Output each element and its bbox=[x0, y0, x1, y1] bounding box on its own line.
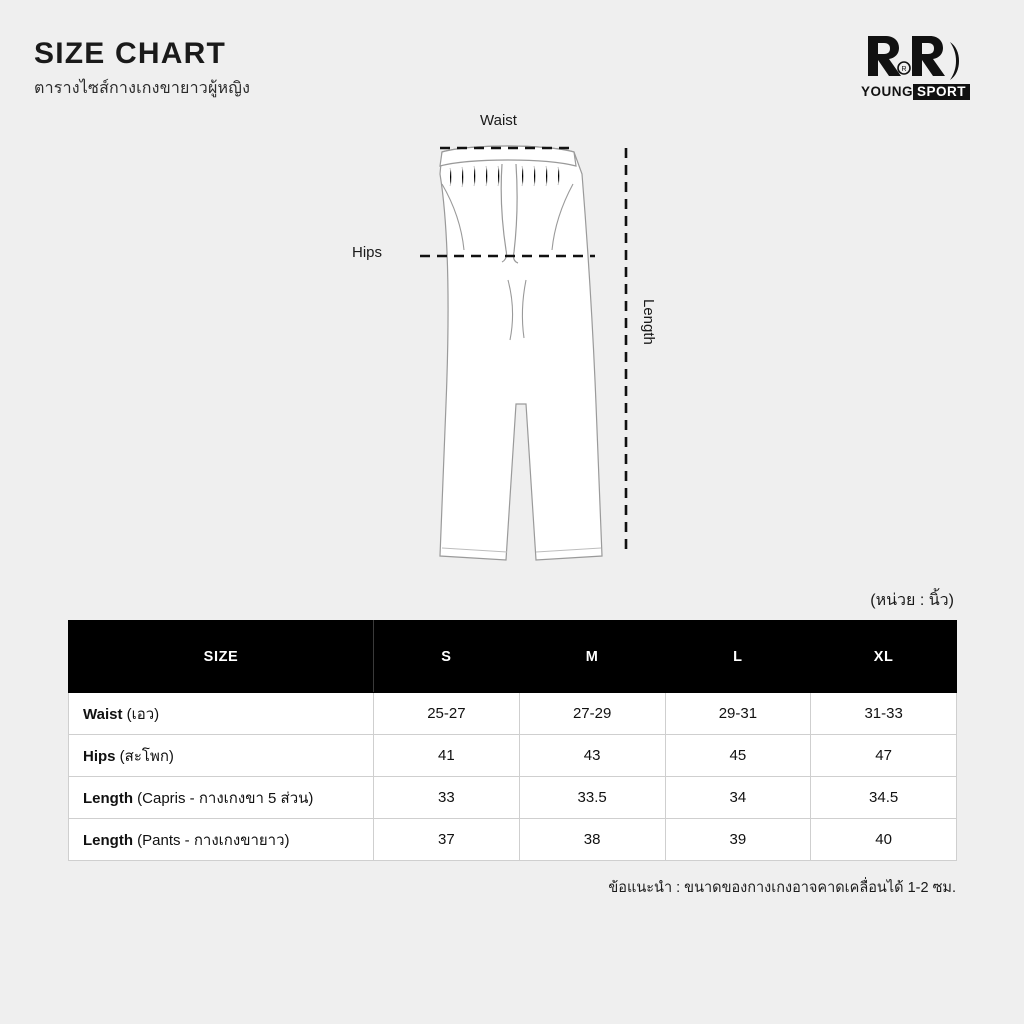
logo-word-young: YOUNG bbox=[860, 84, 913, 99]
cell-waist-s: 25-27 bbox=[374, 693, 520, 735]
row-label-length-capris bbox=[69, 777, 374, 819]
row-label-hips bbox=[69, 735, 374, 777]
row-label-rest: (Capris - กางเกงขา 5 ส่วน) bbox=[133, 789, 314, 807]
cell-pants-l: 39 bbox=[665, 819, 811, 861]
footer-note: ข้อแนะนำ : ขนาดของกางเกงอาจคาดเคลื่อนได้ 1-2 ซม. bbox=[608, 880, 956, 896]
table-row bbox=[69, 735, 957, 777]
size-table bbox=[68, 620, 957, 861]
unit-note: (หน่วย : นิ้ว) bbox=[870, 592, 954, 609]
table-header-s: S bbox=[374, 621, 520, 693]
page-subtitle: ตารางไซส์กางเกงขายาวผู้หญิง bbox=[34, 79, 251, 97]
label-waist: Waist bbox=[480, 112, 517, 129]
logo-wordmark bbox=[843, 84, 988, 100]
label-hips: Hips bbox=[352, 244, 383, 261]
row-label-rest: (Pants - กางเกงขายาว) bbox=[133, 831, 290, 849]
row-label-waist bbox=[69, 693, 374, 735]
table-header-xl: XL bbox=[811, 621, 957, 693]
cell-hips-l: 45 bbox=[665, 735, 811, 777]
cell-pants-xl: 40 bbox=[811, 819, 957, 861]
table-header-size: SIZE bbox=[69, 621, 374, 693]
svg-text:R: R bbox=[900, 66, 907, 73]
cell-capris-xl: 34.5 bbox=[811, 777, 957, 819]
table-row bbox=[69, 819, 957, 861]
cell-capris-l: 34 bbox=[665, 777, 811, 819]
row-label-bold: Hips bbox=[83, 747, 116, 765]
cell-capris-m: 33.5 bbox=[519, 777, 665, 819]
young-sport-logo-icon bbox=[843, 32, 988, 80]
table-row bbox=[69, 693, 957, 735]
row-label-bold: Length bbox=[83, 789, 133, 807]
table-header-l: L bbox=[665, 621, 811, 693]
pants-illustration bbox=[330, 104, 720, 584]
table-header-row bbox=[69, 621, 957, 693]
cell-waist-m: 27-29 bbox=[519, 693, 665, 735]
row-label-length-pants bbox=[69, 819, 374, 861]
row-label-rest: (เอว) bbox=[122, 705, 160, 723]
logo-word-sport: SPORT bbox=[913, 84, 970, 100]
cell-pants-m: 38 bbox=[519, 819, 665, 861]
womens-long-pants-technical-drawing bbox=[330, 104, 720, 584]
cell-hips-s: 41 bbox=[374, 735, 520, 777]
label-length: Length bbox=[640, 299, 657, 345]
cell-hips-xl: 47 bbox=[811, 735, 957, 777]
page-header bbox=[34, 38, 250, 101]
cell-hips-m: 43 bbox=[519, 735, 665, 777]
page-title: SIZE CHART bbox=[34, 37, 226, 70]
cell-pants-s: 37 bbox=[374, 819, 520, 861]
brand-logo bbox=[843, 32, 988, 100]
cell-waist-l: 29-31 bbox=[665, 693, 811, 735]
row-label-bold: Length bbox=[83, 831, 133, 849]
table-row bbox=[69, 777, 957, 819]
cell-waist-xl: 31-33 bbox=[811, 693, 957, 735]
size-table-container bbox=[68, 620, 956, 861]
cell-capris-s: 33 bbox=[374, 777, 520, 819]
row-label-rest: (สะโพก) bbox=[115, 747, 174, 765]
row-label-bold: Waist bbox=[83, 705, 123, 723]
table-header-m: M bbox=[519, 621, 665, 693]
